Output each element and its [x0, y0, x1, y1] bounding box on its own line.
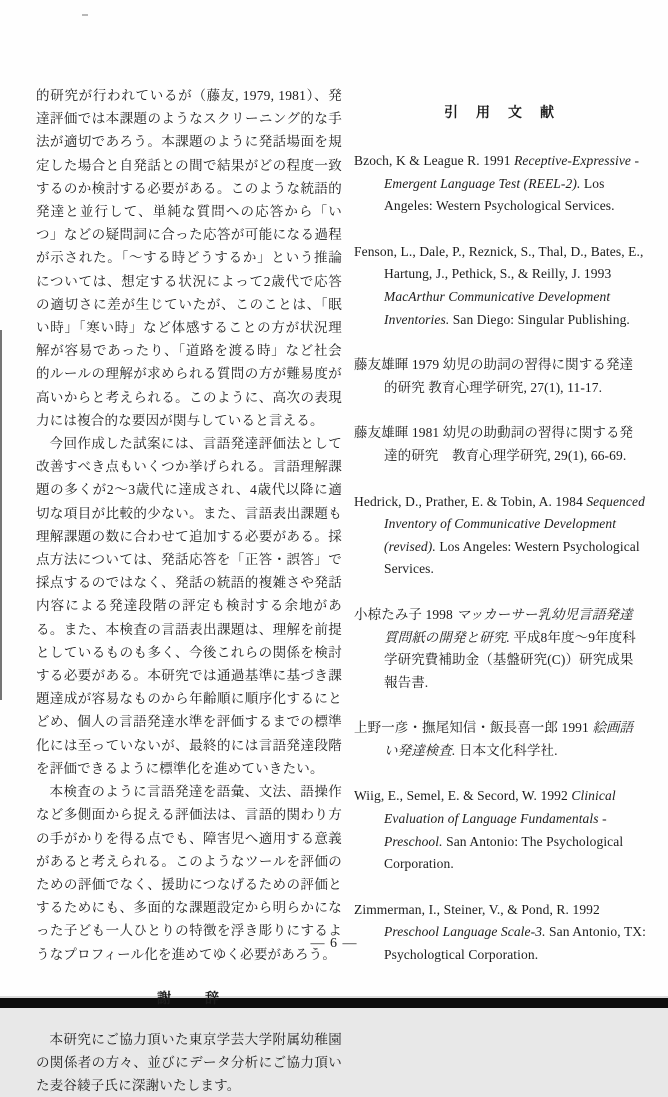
body-paragraph: 本検査のように言語発達を語彙、文法、語操作など多側面から捉える評価法は、言語的関わり方の手がかりを得る点でも、障害児へ適用する意義があると考えられる。このようなツールを評価のための評価でなく、援助につなげるための評価とするためにも、多面的な課題設定から明らかになった子ども一人ひとりの特徴を浮き彫りにするようなプロフィール化を進めてゆく必要があろう。: [36, 784, 342, 962]
reference-text: San Antonio: The Psychological Corporation.: [384, 833, 624, 872]
reference-item: [354, 422, 646, 467]
reference-item: [354, 604, 646, 694]
reference-text: Wiig, E., Semel, E. & Secord, W. 1992: [354, 788, 572, 804]
reference-text: 平成8年度～9年度科学研究費補助金（基盤研究(C)）研究成果報告書.: [384, 629, 636, 690]
reference-text: 小椋たみ子 1998: [354, 606, 457, 622]
reference-title: マッカーサー乳幼児言語発達質問紙の開発と研究.: [384, 606, 633, 645]
body-paragraphs: [36, 84, 342, 966]
reference-text: Hedrick, D., Prather, E. & Tobin, A. 1984: [354, 493, 587, 509]
reference-item: [354, 241, 646, 331]
acknowledgment-heading: 謝 辞: [157, 991, 221, 1007]
scan-edge-line: [0, 330, 2, 700]
reference-item: [354, 491, 646, 581]
reference-title: Clinical Evaluation of Language Fundamentals -Preschool.: [384, 788, 616, 849]
reference-text: 上野一彦・撫尾知信・飯長喜一郎 1991: [354, 720, 593, 736]
reference-text: 藤友雄暉 1979 幼児の助詞の習得に関する発達的研究 教育心理学研究, 27(1), 11-17.: [354, 357, 634, 395]
reference-title: Preschool Language Scale-3.: [384, 924, 546, 940]
reference-text: San Antonio, TX: Psychologtical Corporation.: [384, 924, 647, 963]
reference-title: MacArthur Communicative Development Inventories.: [384, 288, 611, 327]
reference-text: San Diego: Singular Publishing.: [449, 311, 630, 327]
reference-text: Los Angeles: Western Psychological Services.: [384, 538, 640, 577]
reference-text: Fenson, L., Dale, P., Reznick, S., Thal, D., Bates, E., Hartung, J., Pethick, S., & Reilly, J. 1993: [354, 243, 644, 282]
scan-smudge: [82, 14, 88, 16]
acknowledgment-body: 本研究にご協力頂いた東京学芸大学附属幼稚園の関係者の方々、並びにデータ分析にご協力頂いた麦谷綾子氏に深謝いたします。: [36, 1031, 342, 1094]
reference-list: [354, 150, 646, 967]
reference-title: Receptive-Expressive -Emergent Language Test (REEL-2).: [384, 153, 640, 191]
reference-item: [354, 150, 646, 218]
page-number: — 6 —: [310, 936, 358, 951]
reference-title: Sequenced Inventory of Communicative Development (revised).: [384, 493, 645, 554]
reference-item: [354, 785, 646, 875]
reference-item: [354, 717, 646, 762]
reference-item: [354, 899, 646, 967]
reference-item: [354, 354, 646, 399]
reference-title: 絵画語い発達検査.: [384, 720, 634, 758]
reference-text: Bzoch, K & League R. 1991: [354, 153, 515, 168]
body-paragraph: 的研究が行われているが（藤友, 1979, 1981）、発達評価では本課題のようなスクリーニング的な手法が適切であろう。本課題のように発話場面を規定した場合と自発話との間で結果がどの程度一致するのか検討する必要がある。このような統語的発達と並行して、単純な質問への応答から「いつ」などの疑問詞に合った応答が可能になる過程が示された。「～する時どうするか」という推論については、想定する状況によって2歳代で応答の適切さに差が生じていたが、このことは、「眠い時」「寒い時」など体感することの方が状況理解が容易であったり、「道路を渡る時」など社会的ルールの理解が求められる質問の方が難易度が高いからと考えられる。このように、高次の表現力には複合的な要因が関与していると言える。: [36, 88, 342, 428]
reference-text: 藤友雄暉 1981 幼児の助動詞の習得に関する発達的研究 教育心理学研究, 29(1), 66-69.: [354, 425, 634, 463]
reference-text: Los Angeles: Western Psychological Services.: [384, 175, 615, 214]
reference-text: 日本文化科学社.: [455, 742, 558, 758]
body-paragraph: 今回作成した試案には、言語発達評価法として改善すべき点もいくつか挙げられる。言語理解課題の多くが2～3歳代に達成され、4歳代以降に適切な項目が比較的少ない。また、言語表出課題も理解課題の数に合わせて追加する必要がある。採点方法については、発話応答を「正答・誤答」で採点するのではなく、発話の統語的複雑さや発話内容による発達段階の評定も検討する余地がある。また、本検査の言語表出課題は、理解を前提としているものも多く、今後これらの関係を検討する必要がある。本研究では通過基準に基づき課題達成が容易なものから年齢順に順序化するにとどめ、個人の言語発達水準を評価するまでの標準化には至っていないが、最終的には言語発達段階を評価できるように標準化を進めていきたい。: [36, 436, 342, 776]
references-heading: 引 用 文 献: [444, 106, 556, 121]
reference-text: Zimmerman, I., Steiner, V., & Pond, R. 1992: [354, 901, 600, 917]
